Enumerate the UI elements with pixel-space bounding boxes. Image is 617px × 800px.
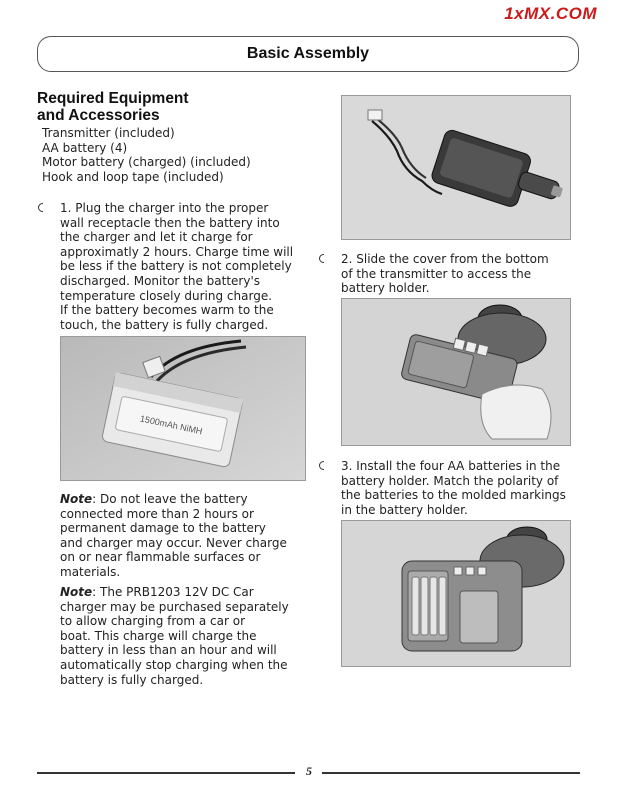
battery-pack-photo [60, 336, 306, 481]
note-line: charger may be purchased separately [60, 599, 289, 614]
step-3-line: the batteries to the molded markings [341, 488, 566, 503]
step-1-line: discharged. Monitor the battery's [60, 273, 261, 288]
step-1-line: touch, the battery is fully charged. [60, 317, 269, 332]
note-line: materials. [60, 564, 121, 579]
section-heading [37, 90, 297, 124]
footer-divider-right [322, 772, 580, 774]
step-1-line: 1. Plug the charger into the proper [60, 201, 269, 215]
note-line: connected more than 2 hours or [60, 506, 254, 521]
footer-divider-left [37, 772, 295, 774]
step-1-line: approximatly 2 hours. Charge time will [60, 244, 294, 259]
note-1-first-line [60, 492, 310, 507]
site-logo: 1xMX.COM [504, 4, 597, 23]
charger-photo [341, 95, 571, 240]
note-line: to allow charging from a car or [60, 614, 246, 629]
note-text: : Do not leave the battery [92, 492, 248, 506]
note-text: : The PRB1203 12V DC Car [92, 585, 254, 599]
equipment-item: Transmitter (included) [42, 126, 175, 140]
note-line: on or near flammable surfaces or [60, 550, 261, 565]
checkbox-circle-icon[interactable] [38, 203, 47, 212]
equipment-item: Hook and loop tape (included) [42, 169, 224, 184]
note-line: battery is fully charged. [60, 672, 204, 687]
step-3-line: 3. Install the four AA batteries in the [341, 459, 561, 473]
note-1 [60, 492, 310, 580]
equipment-list [42, 126, 251, 184]
step-2-line: of the transmitter to access the [341, 266, 532, 281]
note-line: boat. This charge will charge the [60, 628, 257, 643]
step-1-line: be less if the battery is not completely [60, 259, 292, 274]
battery-label: 1500mAh NiMH [139, 413, 204, 437]
note-line: battery in less than an hour and will [60, 643, 277, 658]
step-1-line: temperature closely during charge. [60, 288, 273, 303]
step-3-line: in the battery holder. [341, 502, 468, 517]
note-label: Note [60, 585, 93, 599]
step-3-line: battery holder. Match the polarity of [341, 473, 559, 488]
step-3 [341, 459, 581, 517]
aa-batteries-photo [341, 520, 571, 667]
step-1 [60, 201, 310, 332]
note-line: permanent damage to the battery [60, 521, 266, 536]
checkbox-circle-icon[interactable] [319, 254, 328, 263]
note-2 [60, 585, 310, 687]
note-line: and charger may occur. Never charge [60, 535, 287, 550]
step-1-line: the charger and let it charge for [60, 230, 253, 245]
page-number: 5 [306, 764, 312, 778]
step-2-line: battery holder. [341, 281, 430, 296]
note-2-first-line [60, 585, 310, 600]
step-2 [341, 252, 581, 296]
step-2-line: 2. Slide the cover from the bottom [341, 252, 549, 266]
equipment-item: Motor battery (charged) (included) [42, 155, 251, 170]
transmitter-cover-photo [341, 298, 571, 446]
section-heading-line-1: Required Equipment [37, 90, 189, 107]
step-1-line: wall receptacle then the battery into [60, 215, 280, 230]
equipment-item: AA battery (4) [42, 140, 128, 155]
page-title: Basic Assembly [37, 36, 579, 72]
note-label: Note [60, 492, 93, 506]
step-1-line: If the battery becomes warm to the [60, 303, 274, 318]
section-heading-line-2: and Accessories [37, 107, 160, 124]
checkbox-circle-icon[interactable] [319, 461, 328, 470]
note-line: automatically stop charging when the [60, 657, 288, 672]
